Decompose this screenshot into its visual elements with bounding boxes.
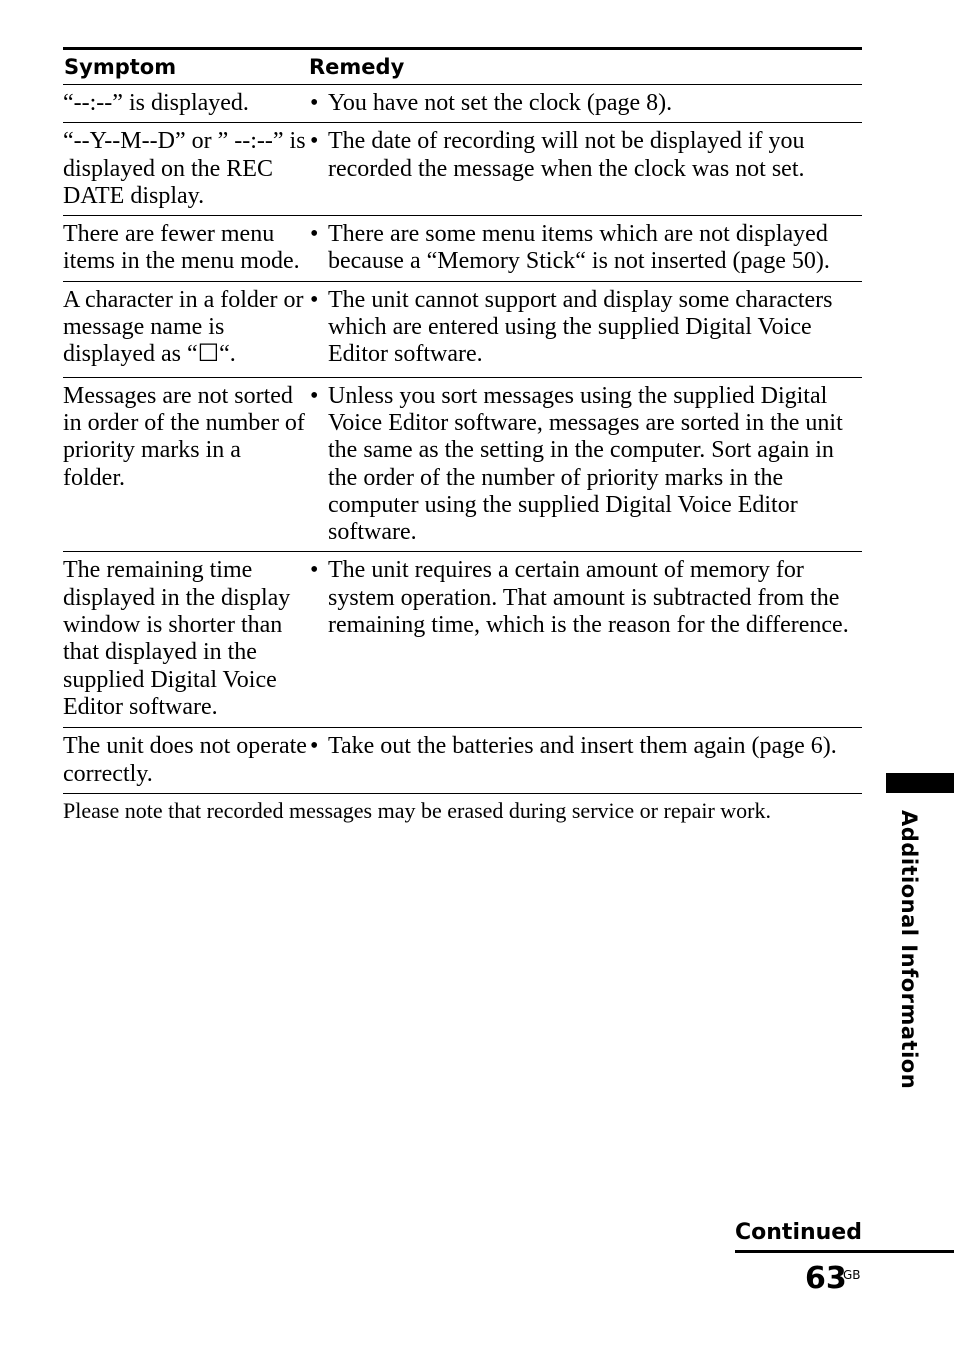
table-row bbox=[63, 216, 862, 282]
remedy-header: Remedy bbox=[309, 55, 405, 79]
service-note: Please note that recorded messages may be erased during service or repair work. bbox=[63, 797, 771, 823]
page-suffix: GB bbox=[843, 1268, 861, 1282]
continued-rule bbox=[735, 1250, 954, 1253]
bullet-mark: • bbox=[310, 382, 319, 409]
remedy-cell: You have not set the clock (page 8). bbox=[328, 90, 673, 116]
troubleshooting-table bbox=[63, 47, 862, 824]
symptom-cell: “--Y--M--D” or ” --:--” is displayed on the REC DATE display. bbox=[63, 128, 306, 209]
remedy-cell: Unless you sort messages using the supplied Digital Voice Editor software, messages are sorted in the unit the same as the setting in the computer. Sort again in the order of the number of priority marks in the computer using the supplied Digital Voice Editor software. bbox=[328, 382, 843, 546]
section-tab-marker bbox=[886, 773, 954, 793]
bullet-mark: • bbox=[310, 221, 319, 248]
symptom-cell: Messages are not sorted in order of the number of priority marks in a folder. bbox=[63, 382, 305, 491]
symptom-cell: There are fewer menu items in the menu mode. bbox=[63, 221, 300, 275]
table-row bbox=[63, 85, 862, 123]
page-number: 63 bbox=[805, 1261, 847, 1296]
table-row bbox=[63, 123, 862, 216]
bullet-mark: • bbox=[310, 90, 319, 116]
remedy-cell: There are some menu items which are not displayed because a “Memory Stick“ is not inserted (page 50). bbox=[328, 221, 830, 275]
symptom-cell: “--:--” is displayed. bbox=[63, 90, 249, 116]
bullet-mark: • bbox=[310, 286, 319, 313]
table-row bbox=[63, 378, 862, 553]
table-row bbox=[63, 282, 862, 378]
symptom-cell: A character in a folder or message name is displayed as “☐“. bbox=[63, 286, 304, 368]
symptom-header: Symptom bbox=[64, 55, 177, 79]
remedy-cell: Take out the batteries and insert them again (page 6). bbox=[328, 733, 837, 760]
table-header bbox=[63, 50, 862, 85]
continued-label: Continued bbox=[735, 1220, 862, 1245]
table-row bbox=[63, 552, 862, 728]
remedy-cell: The date of recording will not be displayed if you recorded the message when the clock was not set. bbox=[328, 128, 805, 182]
remedy-cell: The unit cannot support and display some characters which are entered using the supplied Digital Voice Editor software. bbox=[328, 286, 833, 368]
table-row bbox=[63, 728, 862, 794]
symptom-cell: The remaining time displayed in the display window is shorter than that displayed in the supplied Digital Voice Editor software. bbox=[63, 557, 291, 720]
bullet-mark: • bbox=[310, 128, 319, 155]
symptom-cell: The unit does not operate correctly. bbox=[63, 733, 307, 787]
bullet-mark: • bbox=[310, 557, 319, 584]
bullet-mark: • bbox=[310, 733, 319, 760]
remedy-cell: The unit requires a certain amount of memory for system operation. That amount is subtracted from the remaining time, which is the reason for the difference. bbox=[328, 557, 849, 639]
section-label: Additional Information bbox=[897, 810, 921, 1090]
